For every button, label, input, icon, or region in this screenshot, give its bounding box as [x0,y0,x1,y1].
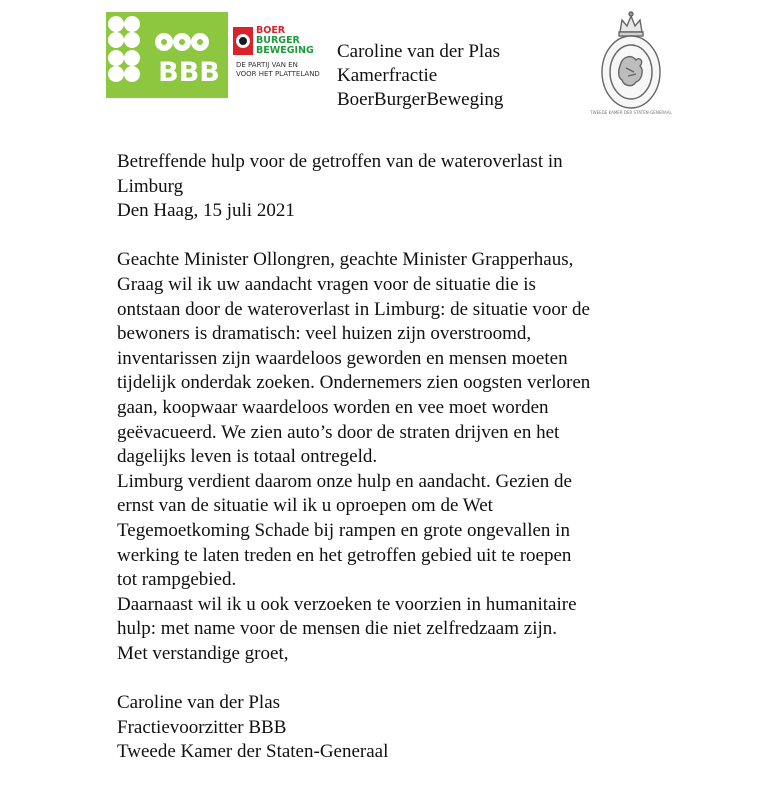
spacer [117,666,677,691]
letterhead-party: BoerBurgerBeweging [337,89,504,110]
place-date: Den Haag, 15 juli 2021 [117,200,295,222]
body-line: hulp: met name voor de mensen die niet zelfredzaam zijn. [117,618,557,640]
spacer [117,224,677,249]
letterhead-fraction: Kamerfractie [337,65,438,86]
party-name-line: BURGER [256,35,300,46]
subject-line: Betreffende hulp voor de getroffen van de wateroverlast in [117,151,563,172]
party-tagline [236,61,336,79]
body-line: werking te laten treden en het getroffen gebied uit te roepen [117,544,572,566]
letterhead [337,40,577,112]
tagline-line: VOOR HET PLATTELAND [236,70,320,78]
body-line: geëvacueerd. We zien auto’s door de straten drijven en het [117,421,560,443]
subject-line: Limburg [117,175,184,197]
signature-institution: Tweede Kamer der Staten-Generaal [117,741,389,763]
body-line: tijdelijk onderdak zoeken. Ondernemers zien oogsten verloren [117,372,591,394]
bbb-logo-text: BBB [158,57,220,88]
body-line: Tegemoetkoming Schade bij rampen en grote ongevallen in [117,519,570,541]
body-line: bewoners is dramatisch: veel huizen zijn overstroomd, [117,323,532,345]
crest-seal-text: TWEEDE KAMER DER STATEN-GENERAAL [590,110,672,115]
body-line: ernst van de situatie wil ik u oproepen om de Wet [117,495,493,517]
bbb-logo [106,12,228,98]
body-line: gaan, koopwaar waardeloos worden en vee moet worden [117,396,549,418]
tagline-line: DE PARTIJ VAN EN [236,61,298,69]
body-line: Geachte Minister Ollongren, geachte Minister Grapperhaus, [117,249,574,271]
body-line: Limburg verdient daarom onze hulp en aandacht. Gezien de [117,470,572,492]
body-line: inventarissen zijn waardeloos geworden en mensen moeten [117,347,568,369]
body-line: Graag wil ik uw aandacht vragen voor de situatie die is [117,273,536,295]
closing: Met verstandige groet, [117,642,289,664]
letter-body [117,150,677,765]
body-line: dagelijks leven is totaal ontregeld. [117,446,378,468]
letterhead-name: Caroline van der Plas [337,41,501,62]
party-name-block [232,26,336,96]
signature-title: Fractievoorzitter BBB [117,716,287,738]
body-line: ontstaan door de wateroverlast in Limburg: de situatie voor de [117,298,590,320]
party-name-line: BEWEGING [256,45,314,56]
signature-name: Caroline van der Plas [117,692,281,714]
party-name-line: BOER [256,25,286,36]
body-line: Daarnaast wil ik u ook verzoeken te voorzien in humanitaire [117,593,577,615]
body-line: tot rampgebied. [117,569,237,591]
party-mark-icon [232,26,254,56]
tweede-kamer-crest-icon [590,10,672,118]
party-name [256,26,336,56]
